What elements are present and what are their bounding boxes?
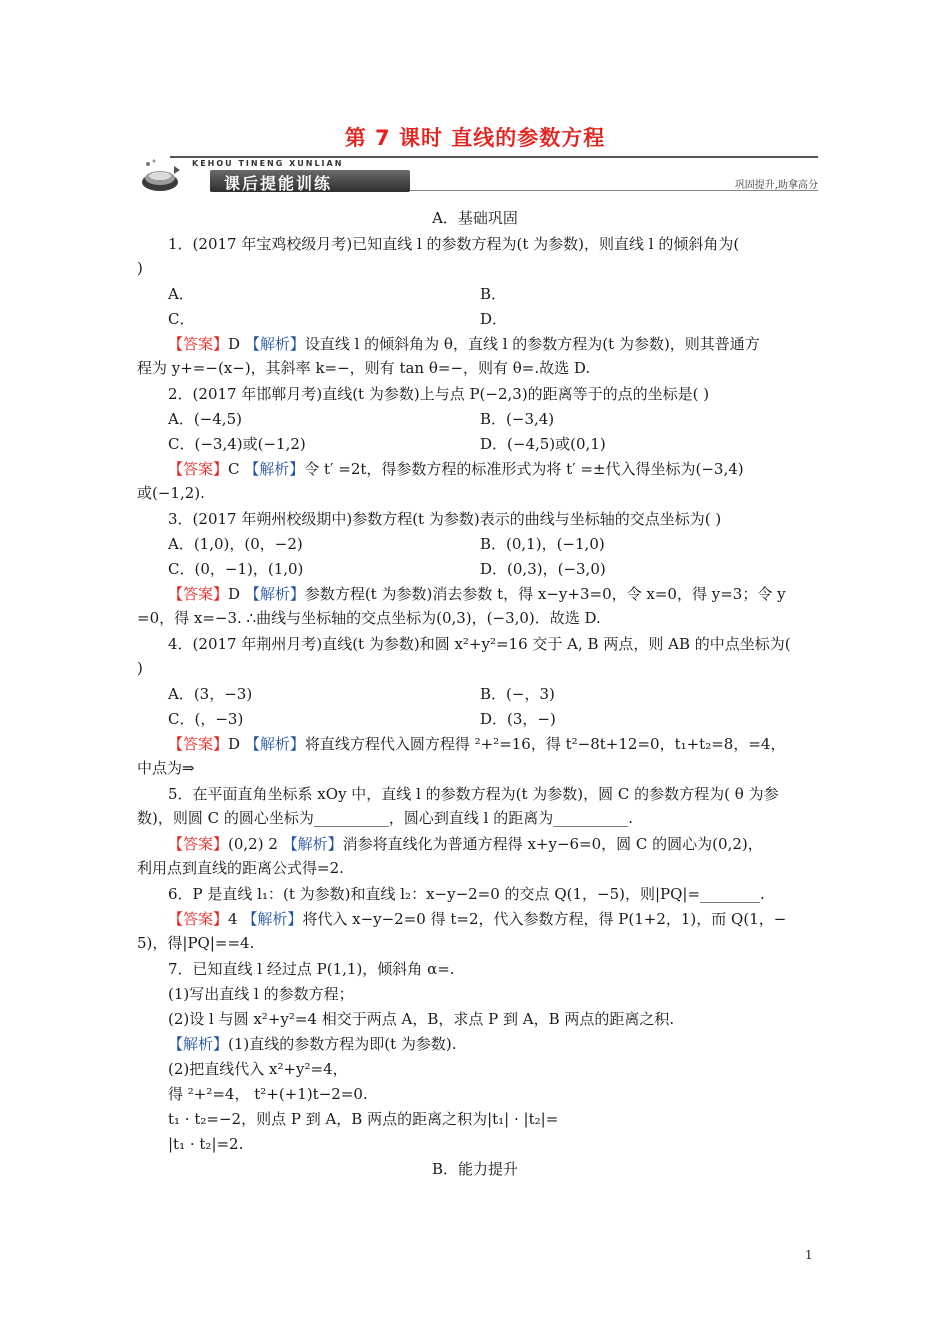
line-text: A．(3，−3) [168, 685, 253, 703]
text-line [168, 284, 194, 304]
answer-tag: 【答案】 [168, 835, 229, 853]
text-line [168, 1059, 348, 1079]
text-line [168, 1034, 457, 1054]
text-line [168, 784, 779, 804]
text-line [168, 959, 455, 979]
line-text: |t₁ · t₂|=2. [168, 1135, 244, 1153]
answer-value: C [228, 460, 245, 478]
text-line [137, 483, 205, 503]
line-text: t₁ · t₂=−2，则点 P 到 A，B 两点的距离之积为|t₁| · |t₂|= [168, 1110, 559, 1128]
option-text: B．(−3,4) [480, 410, 555, 428]
line-text: A．(1,0)，(0，−2) [168, 535, 303, 553]
text-line [168, 634, 791, 654]
text-line [137, 258, 143, 278]
line-text: =0，得 x=−3. ∴曲线与坐标轴的交点坐标为(0,3)，(−3,0)．故选 D. [137, 609, 601, 627]
banner-slogan: 巩固提升,助拿高分 [734, 180, 818, 191]
line-text: 1．(2017 年宝鸡校级月考)已知直线 l 的参数方程为(t 为参数)，则直线 l 的倾斜角为( [168, 235, 740, 253]
text-line [168, 884, 765, 904]
text-line [137, 808, 633, 828]
answer-value: D [228, 335, 245, 353]
text-line [168, 734, 785, 754]
text-line [137, 933, 254, 953]
text-line [137, 858, 344, 878]
text-line [137, 608, 601, 628]
banner-heading: 课后提能训练 [224, 174, 333, 193]
banner-english: KEHOU TINENG XUNLIAN [192, 159, 344, 168]
line-text: A． [168, 285, 194, 303]
line-text: 5．在平面直角坐标系 xOy 中，直线 l 的参数方程为(t 为参数)，圆 C 的参数方程为( θ 为参 [168, 785, 779, 803]
text-line [168, 584, 786, 604]
line-text: C． [168, 310, 195, 328]
option-text: D． [480, 310, 508, 328]
answer-tag: 【答案】 [168, 585, 229, 603]
line-text: B．能力提升 [431, 1160, 519, 1178]
text-line [168, 234, 739, 254]
answer-tag: 【答案】 [168, 910, 229, 928]
analysis-tag: 【解析】 [244, 585, 305, 603]
answer-tag: 【答案】 [168, 460, 229, 478]
text-line [168, 1084, 368, 1104]
text-line [137, 358, 590, 378]
option-text: B．(0,1)，(−1,0) [480, 535, 605, 553]
text-line [137, 758, 195, 778]
text-line [137, 658, 143, 678]
text-line [168, 684, 252, 704]
section-banner [140, 156, 818, 196]
line-text: 2．(2017 年邯郸月考)直线(t 为参数)上与点 P(−2,3)的距离等于的点的坐标是( ) [168, 385, 710, 403]
text-line [168, 1109, 558, 1129]
answer-value: D [228, 735, 245, 753]
option-text: B． [480, 285, 507, 303]
line-text: (1)直线的参数方程为即(t 为参数). [228, 1035, 457, 1053]
line-text: 得 ²+²=4， t²+(+1)t−2=0. [168, 1085, 368, 1103]
line-text: 数)，则圆 C 的圆心坐标为__________，圆心到直线 l 的距离为__________. [137, 809, 633, 827]
analysis-tag: 【解析】 [244, 335, 305, 353]
text-line [168, 434, 306, 454]
line-text: 程为 y+=−(x−)，其斜率 k=−，则有 tan θ=−，则有 θ=.故选 D. [137, 359, 591, 377]
analysis-tag: 【解析】 [244, 735, 305, 753]
line-text: 利用点到直线的距离公式得=2. [137, 859, 344, 877]
line-text: 设直线 l 的倾斜角为 θ，直线 l 的参数方程为(t 为参数)，则其普通方 [304, 335, 760, 353]
answer-value: 4 [228, 910, 243, 928]
page-number: 1 [805, 1248, 813, 1262]
text-line [168, 559, 303, 579]
line-text: 7．已知直线 l 经过点 P(1,1)，倾斜角 α=. [168, 960, 455, 978]
text-line [168, 384, 709, 404]
text-line [0, 1159, 950, 1179]
text-line [168, 459, 744, 479]
option-text: D．(3，−) [480, 710, 556, 728]
option-text: D．(0,3)，(−3,0) [480, 560, 606, 578]
analysis-tag: 【解析】 [244, 460, 305, 478]
text-line [168, 709, 243, 729]
line-text: (2)把直线代入 x²+y²=4， [168, 1060, 348, 1078]
text-line [168, 1009, 674, 1029]
option-text: B．(−，3) [480, 685, 555, 703]
analysis-tag: 【解析】 [242, 910, 303, 928]
line-text: 将直线方程代入圆方程得 ²+²=16，得 t²−8t+12=0，t₁+t₂=8，=4， [304, 735, 786, 753]
line-text: 或(−1,2). [137, 484, 205, 502]
text-line [168, 534, 303, 554]
line-text: A．(−4,5) [168, 410, 242, 428]
line-text: A．基础巩固 [432, 209, 518, 227]
line-text: C．(，−3) [168, 710, 244, 728]
line-text: C．(0，−1)，(1,0) [168, 560, 304, 578]
answer-value: D [228, 585, 245, 603]
text-line [0, 208, 950, 228]
banner-rule [170, 156, 818, 158]
line-text: 6．P 是直线 l₁：(t 为参数)和直线 l₂：x−y−2=0 的交点 Q(1，−5)，则|PQ|=________. [168, 885, 765, 903]
text-line [168, 409, 242, 429]
line-text: 3．(2017 年朔州校级期中)参数方程(t 为参数)表示的曲线与坐标轴的交点坐标为( ) [168, 510, 722, 528]
page-title: 第 7 课时 直线的参数方程 [344, 126, 606, 150]
line-text: 5)，得|PQ|==4. [137, 934, 255, 952]
line-text: C．(−3,4)或(−1,2) [168, 435, 306, 453]
answer-tag: 【答案】 [168, 735, 229, 753]
line-text: ) [137, 259, 143, 277]
answer-value: (0,2) 2 [228, 835, 283, 853]
text-line [168, 509, 721, 529]
line-text: (1)写出直线 l 的参数方程； [168, 985, 354, 1003]
text-line [168, 909, 786, 929]
book-logo-icon [140, 156, 186, 194]
analysis-tag: 【解析】 [168, 1035, 229, 1053]
line-text: ) [137, 659, 143, 677]
line-text: 令 t′ =2t，得参数方程的标准形式为将 t′ =±代入得坐标为(−3,4) [304, 460, 744, 478]
line-text: 参数方程(t 为参数)消去参数 t，得 x−y+3=0，令 x=0，得 y=3；令 y [304, 585, 786, 603]
line-text: 中点为⇒ [137, 759, 195, 777]
line-text: (2)设 l 与圆 x²+y²=4 相交于两点 A，B，求点 P 到 A，B 两点的距离之积. [168, 1010, 675, 1028]
line-text: 消参将直线化为普通方程得 x+y−6=0，圆 C 的圆心为(0,2)， [342, 835, 763, 853]
line-text: 4．(2017 年荆州月考)直线(t 为参数)和圆 x²+y²=16 交于 A, B 两点，则 AB 的中点坐标为( [168, 635, 791, 653]
text-line [168, 309, 194, 329]
text-line [168, 834, 763, 854]
line-text: 将代入 x−y−2=0 得 t=2，代入参数方程，得 P(1+2，1)，而 Q(1，− [302, 910, 787, 928]
text-line [168, 984, 354, 1004]
analysis-tag: 【解析】 [282, 835, 343, 853]
option-text: D．(−4,5)或(0,1) [480, 435, 606, 453]
text-line [168, 1134, 243, 1154]
text-line [168, 334, 760, 354]
answer-tag: 【答案】 [168, 335, 229, 353]
